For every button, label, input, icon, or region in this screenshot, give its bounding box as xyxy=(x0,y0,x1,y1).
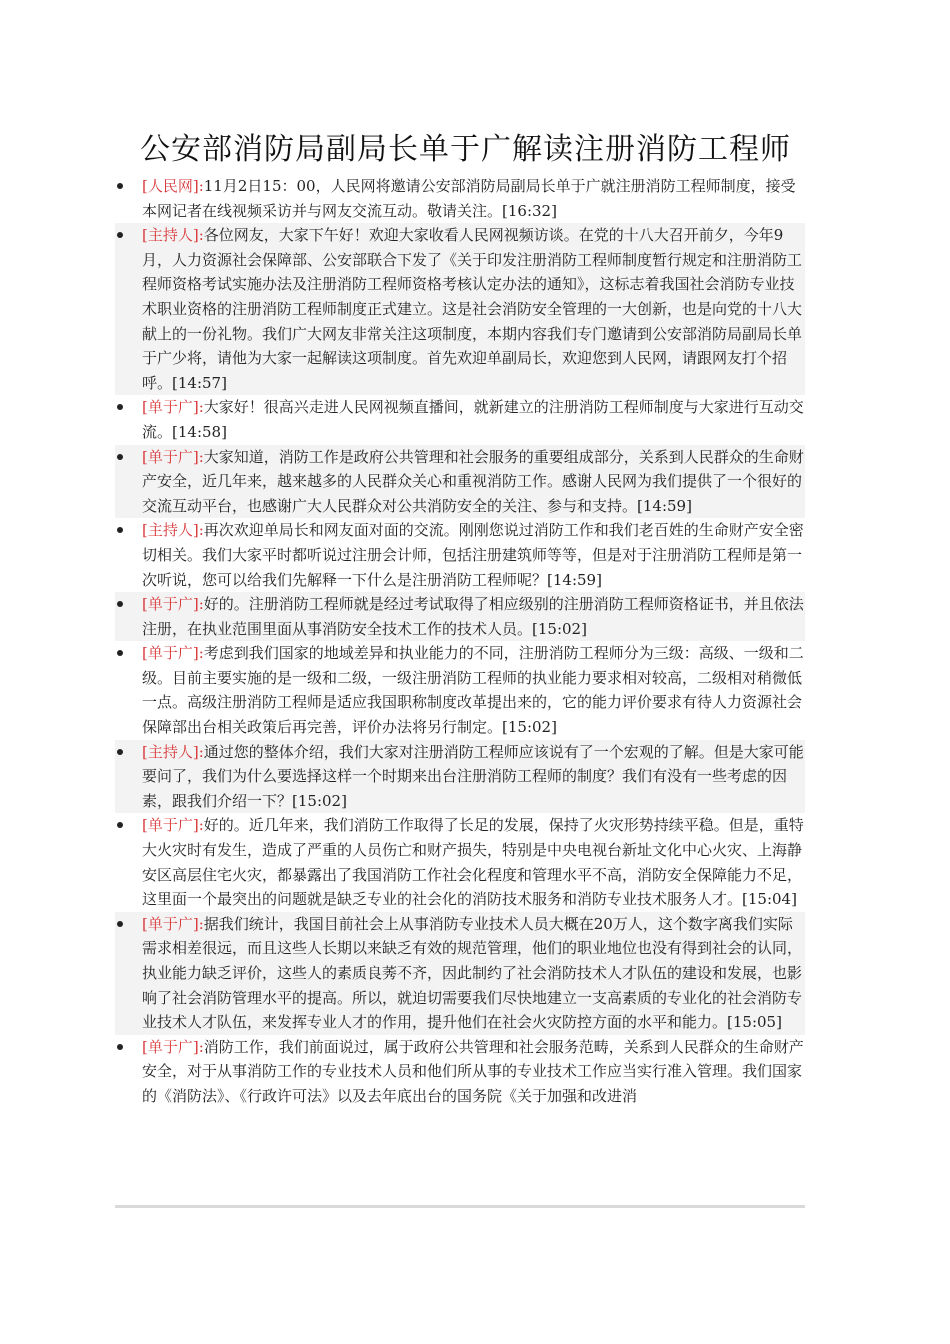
bullet-icon xyxy=(117,404,123,410)
document-title: 公安部消防局副局长单于广解读注册消防工程师 xyxy=(140,132,791,167)
bottom-divider xyxy=(115,1205,805,1208)
entry-text: 通过您的整体介绍，我们大家对注册消防工程师应该说有了一个宏观的了解。但是大家可能要问了，我们为什么要选择这样一个时期来出台注册消防工程师的制度？我们有没有一些考虑的因素，跟我们介绍一下？[15:02] xyxy=(142,742,804,810)
bullet-icon xyxy=(117,822,123,828)
transcript-entry xyxy=(115,174,805,223)
speaker-label: [人民网]: xyxy=(142,177,204,195)
speaker-label: [单于广]: xyxy=(142,398,204,417)
transcript-entry xyxy=(115,813,805,911)
bullet-icon xyxy=(117,921,123,927)
entry-text: 好的。注册消防工程师就是经过考试取得了相应级别的注册消防工程师资格证书，并且依法注册，在执业范围里面从事消防安全技术工作的技术人员。[15:02] xyxy=(142,595,804,638)
entry-text: 消防工作，我们前面说过，属于政府公共管理和社会服务范畴，关系到人民群众的生命财产安全，对于从事消防工作的专业技术人员和他们所从事的专业技术工作应当实行准入管理。我们国家的《消防法》、《行政许可法》以及去年底出台的国务院《关于加强和改进消 xyxy=(142,1037,804,1105)
speaker-label: [主持人]: xyxy=(142,742,204,761)
bullet-icon xyxy=(117,1044,123,1050)
entry-text: 11月2日15：00，人民网将邀请公安部消防局副局长单于广就注册消防工程师制度，接受本网记者在线视频采访并与网友交流互动。敬请关注。[16:32] xyxy=(142,177,796,220)
bullet-icon xyxy=(117,601,123,607)
speaker-label: [单于广]: xyxy=(142,1037,204,1056)
transcript-entry xyxy=(115,1035,805,1109)
transcript-entry xyxy=(115,740,805,814)
bullet-icon xyxy=(117,183,123,189)
transcript-entry xyxy=(115,641,805,739)
transcript-entry xyxy=(115,912,805,1035)
speaker-label: [主持人]: xyxy=(142,226,204,245)
bullet-icon xyxy=(117,749,123,755)
entry-text: 据我们统计，我国目前社会上从事消防专业技术人员大概在20万人，这个数字离我们实际需求相差很远，而且这些人长期以来缺乏有效的规范管理，他们的职业地位也没有得到社会的认同，执业能力缺乏评价，这些人的素质良莠不齐，因此制约了社会消防技术人才队伍的建设和发展，也影响了社会消防管理水平的提高。所以，就迫切需要我们尽快地建立一支高素质的专业化的社会消防专业技术人才队伍，来发挥专业人才的作用，提升他们在社会火灾防控方面的水平和能力。[15:05] xyxy=(142,914,803,1032)
speaker-label: [单于广]: xyxy=(142,595,204,614)
transcript-list xyxy=(115,174,805,1204)
bullet-icon xyxy=(117,527,123,533)
entry-text: 考虑到我们国家的地域差异和执业能力的不同，注册消防工程师分为三级：高级、一级和二级。目前主要实施的是一级和二级，一级注册消防工程师的执业能力要求相对较高，二级相对稍微低一点。高级注册消防工程师是适应我国职称制度改革提出来的，它的能力评价要求有待人力资源社会保障部出台相关政策后再完善，评价办法将另行制定。[15:02] xyxy=(142,644,804,737)
transcript-entry xyxy=(115,518,805,592)
entry-text: 再次欢迎单局长和网友面对面的交流。刚刚您说过消防工作和我们老百姓的生命财产安全密切相关。我们大家平时都听说过注册会计师，包括注册建筑师等等，但是对于注册消防工程师是第一次听说，您可以给我们先解释一下什么是注册消防工程师呢？[14:59] xyxy=(142,521,804,589)
entry-text: 好的。近几年来，我们消防工作取得了长足的发展，保持了火灾形势持续平稳。但是，重特大火灾时有发生，造成了严重的人员伤亡和财产损失，特别是中央电视台新址文化中心火灾、上海静安区高层住宅火灾，都暴露出了我国消防工作社会化程度和管理水平不高，消防安全保障能力不足，这里面一个最突出的问题就是缺乏专业的社会化的消防技术服务和消防专业技术服务人才。[15:04] xyxy=(142,816,804,909)
speaker-label: [单于广]: xyxy=(142,816,204,835)
bullet-icon xyxy=(117,232,123,238)
entry-text: 大家好！很高兴走进人民网视频直播间，就新建立的注册消防工程师制度与大家进行互动交流。[14:58] xyxy=(142,398,804,441)
speaker-label: [单于广]: xyxy=(142,914,204,933)
transcript-entry xyxy=(115,592,805,641)
entry-text: 大家知道，消防工作是政府公共管理和社会服务的重要组成部分，关系到人民群众的生命财产安全，近几年来，越来越多的人民群众关心和重视消防工作。感谢人民网为我们提供了一个很好的交流互动平台，也感谢广大人民群众对公共消防安全的关注、参与和支持。[14:59] xyxy=(142,447,804,515)
transcript-entry xyxy=(115,445,805,519)
speaker-label: [单于广]: xyxy=(142,644,204,663)
speaker-label: [主持人]: xyxy=(142,521,204,540)
transcript-entry xyxy=(115,395,805,444)
speaker-label: [单于广]: xyxy=(142,447,204,466)
bullet-icon xyxy=(117,454,123,460)
entry-text: 各位网友，大家下午好！欢迎大家收看人民网视频访谈。在党的十八大召开前夕，今年9月，人力资源社会保障部、公安部联合下发了《关于印发注册消防工程师制度暂行规定和注册消防工程师资格考试实施办法及注册消防工程师资格考核认定办法的通知》，这标志着我国社会消防专业技术职业资格的注册消防工程师制度正式建立。这是社会消防安全管理的一大创新，也是向党的十八大献上的一份礼物。我们广大网友非常关注这项制度，本期内容我们专门邀请到公安部消防局副局长单于广少将，请他为大家一起解读这项制度。首先欢迎单副局长，欢迎您到人民网，请跟网友打个招呼。[14:57] xyxy=(142,226,803,392)
transcript-entry xyxy=(115,223,805,395)
bullet-icon xyxy=(117,650,123,656)
